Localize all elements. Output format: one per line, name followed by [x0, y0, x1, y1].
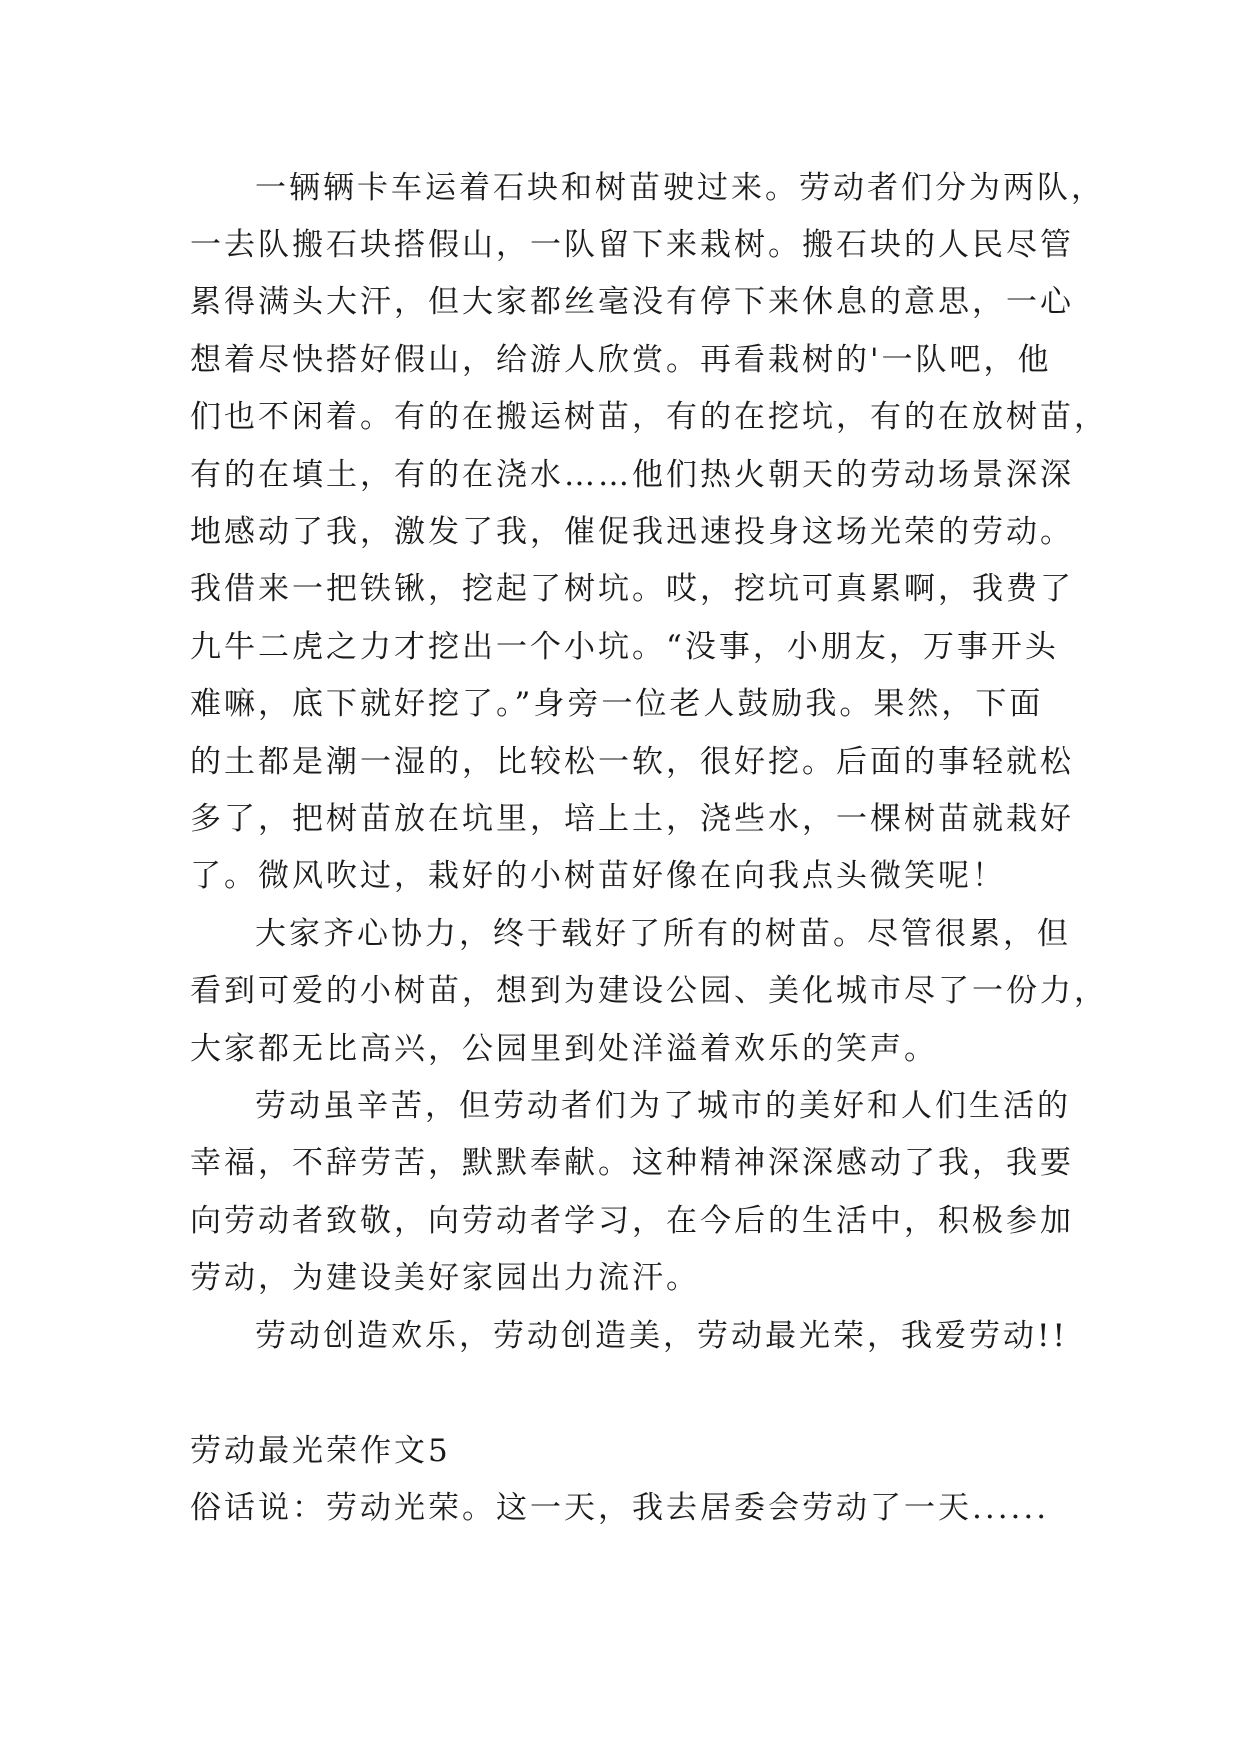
paragraph-line: 累得满头大汗，但大家都丝毫没有停下来休息的意思，一心 [190, 284, 1074, 320]
paragraph-line: 了。微风吹过，栽好的小树苗好像在向我点头微笑呢！ [190, 858, 1006, 894]
paragraph-line: 多了，把树苗放在坑里，培上土，浇些水，一棵树苗就栽好 [190, 801, 1074, 837]
section-title: 劳动最光荣作文5 [190, 1433, 451, 1469]
paragraph-line: 们也不闲着。有的在搬运树苗，有的在挖坑，有的在放树苗， [190, 399, 1108, 435]
paragraph-line: 难嘛，底下就好挖了。”身旁一位老人鼓励我。果然，下面 [190, 686, 1044, 722]
section-intro: 俗话说：劳动光荣。这一天，我去居委会劳动了一天...... [190, 1490, 1050, 1526]
paragraph-line: 地感动了我，激发了我，催促我迅速投身这场光荣的劳动。 [190, 514, 1074, 550]
paragraph-line: 一去队搬石块搭假山，一队留下来栽树。搬石块的人民尽管 [190, 227, 1074, 263]
paragraph-line: 大家齐心协力，终于载好了所有的树苗。尽管很累，但 [255, 916, 1071, 952]
paragraph-line: 劳动虽辛苦，但劳动者们为了城市的美好和人们生活的 [255, 1088, 1071, 1124]
paragraph-line: 有的在填土，有的在浇水……他们热火朝天的劳动场景深深 [190, 457, 1074, 493]
paragraph-line: 幸福，不辞劳苦，默默奉献。这种精神深深感动了我，我要 [190, 1145, 1074, 1181]
paragraph-line: 想着尽快搭好假山，给游人欣赏。再看栽树的'一队吧，他 [190, 342, 1052, 378]
paragraph-line: 九牛二虎之力才挖出一个小坑。“没事，小朋友，万事开头 [190, 629, 1059, 665]
paragraph-line: 一辆辆卡车运着石块和树苗驶过来。劳动者们分为两队， [255, 170, 1105, 206]
paragraph-line: 我借来一把铁锹，挖起了树坑。哎，挖坑可真累啊，我费了 [190, 571, 1074, 607]
paragraph-line: 的土都是潮一湿的，比较松一软，很好挖。后面的事轻就松 [190, 744, 1074, 780]
paragraph-line: 大家都无比高兴，公园里到处洋溢着欢乐的笑声。 [190, 1031, 938, 1067]
paragraph-line: 看到可爱的小树苗，想到为建设公园、美化城市尽了一份力， [190, 973, 1108, 1009]
paragraph-line: 劳动创造欢乐，劳动创造美，劳动最光荣，我爱劳动!! [255, 1318, 1068, 1354]
paragraph-line: 向劳动者致敬，向劳动者学习，在今后的生活中，积极参加 [190, 1203, 1074, 1239]
paragraph-line: 劳动，为建设美好家园出力流汗。 [190, 1260, 700, 1296]
